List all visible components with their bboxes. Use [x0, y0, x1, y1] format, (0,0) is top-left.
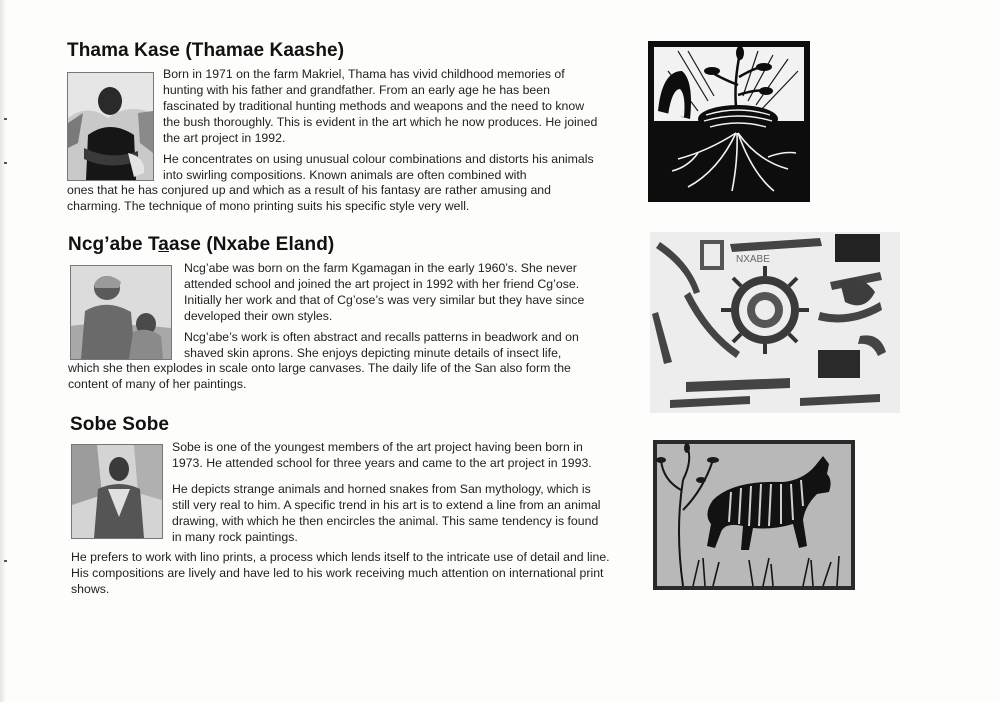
paragraph: Born in 1971 on the farm Makriel, Thama has vivid childhood memories of hunting with his father and grandfather. From an early age he has been fascinated by traditional hunting methods and weapons and the need to know the bush thoroughly. This is evident in the art which he now produces. He joined the art project in 1992.	[163, 67, 598, 145]
section-thama-kase	[67, 40, 627, 62]
paragraph: Sobe is one of the youngest members of the art project having been born in 1973. He attended school for three years and came to the art project in 1993.	[172, 440, 592, 470]
section-sobe-sobe	[70, 414, 630, 436]
binding-mark	[4, 162, 7, 164]
paragraph: He concentrates on using unusual colour combinations and distorts his animals into swirling compositions. Known animals are often combined with	[163, 152, 594, 182]
paragraph: Ncg’abe’s work is often abstract and recalls patterns in beadwork and on shaved skin aprons. She enjoys depicting minute details of insect life,	[184, 330, 579, 360]
paragraph: Ncg’abe was born on the farm Kgamagan in the early 1960’s. She never attended school and joined the art project in 1992 with her friend Cg’ose. Initially her work and that of Cg’ose’s was very similar but they have since developed their own styles.	[184, 261, 585, 323]
paragraph: ones that he has conjured up and which as a result of his fantasy are rather amusing and charming. The technique of mono printing suits his specific style very well.	[67, 183, 551, 213]
section-title: Sobe Sobe	[70, 414, 170, 435]
section-ncgabe-taase	[68, 234, 628, 256]
section-title: Thama Kase (Thamae Kaashe)	[67, 40, 345, 61]
binding-mark	[4, 560, 7, 562]
artist-photo-ncgabe	[70, 265, 172, 360]
artist-photo-sobe	[71, 444, 163, 539]
paragraph: He depicts strange animals and horned snakes from San mythology, which is still very real to him. A specific trend in his art is to extend a line from an animal drawing, with which he then encircles the animal. This same tendency is found in many rock paintings.	[172, 482, 601, 544]
paragraph: which she then explodes in scale onto large canvases. The daily life of the San also form the content of many of her paintings.	[68, 361, 571, 391]
binding-mark	[4, 118, 7, 120]
artwork-abstract-painting	[650, 232, 900, 413]
painting-signature: NXABE	[736, 254, 770, 265]
section-title: Ncg’abe Taase (Nxabe Eland)	[68, 234, 335, 255]
artwork-zebra-linocut	[653, 440, 855, 590]
artist-photo-thama	[67, 72, 154, 181]
page-edge	[0, 0, 6, 702]
artwork-plant-linocut	[648, 41, 810, 202]
paragraph: He prefers to work with lino prints, a process which lends itself to the intricate use of detail and line. His compositions are lively and have led to his work receiving much attention on international print shows.	[71, 550, 610, 596]
